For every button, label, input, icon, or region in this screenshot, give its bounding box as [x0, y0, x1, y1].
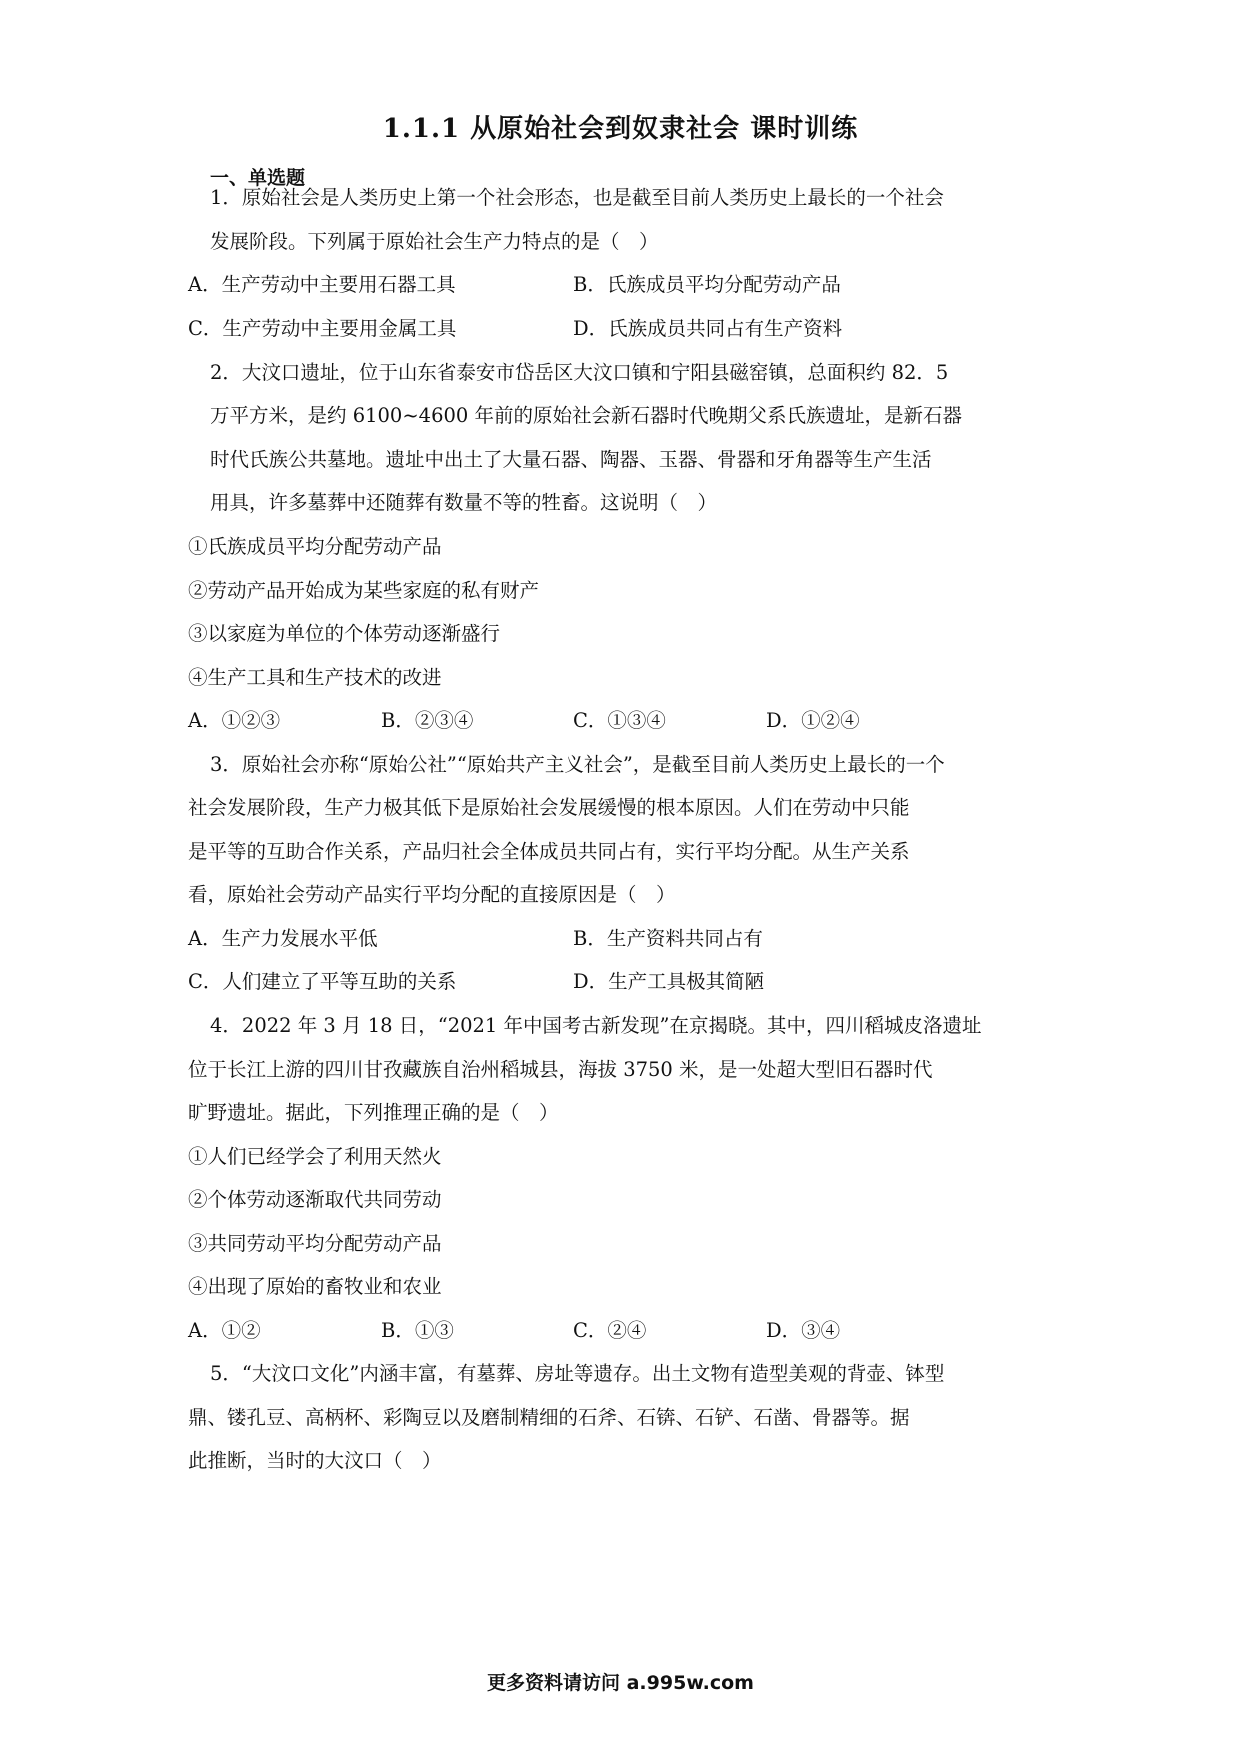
q4-item-3: ③共同劳动平均分配劳动产品 [188, 1232, 442, 1255]
q3-option-c: C．人们建立了平等互助的关系 [188, 970, 457, 993]
q3-option-b: B．生产资料共同占有 [573, 927, 763, 950]
q5-line-2: 鼎、镂孔豆、高柄杯、彩陶豆以及磨制精细的石斧、石锛、石铲、石凿、骨器等。据 [188, 1406, 910, 1429]
q4-item-2: ②个体劳动逐渐取代共同劳动 [188, 1188, 442, 1211]
q3-option-d: D．生产工具极其简陋 [573, 970, 765, 993]
q4-option-b: B．①③ [381, 1319, 454, 1342]
q4-item-1: ①人们已经学会了利用天然火 [188, 1145, 442, 1168]
q3-line-2: 社会发展阶段，生产力极其低下是原始社会发展缓慢的根本原因。人们在劳动中只能 [188, 796, 910, 819]
q2-item-2: ②劳动产品开始成为某些家庭的私有财产 [188, 579, 540, 602]
q4-option-d: D．③④ [766, 1319, 841, 1342]
q3-option-a: A．生产力发展水平低 [188, 927, 378, 950]
q3-line-3: 是平等的互助合作关系，产品归社会全体成员共同占有，实行平均分配。从生产关系 [188, 840, 910, 863]
q2-option-a: A．①②③ [188, 709, 281, 732]
q1-option-d: D．氏族成员共同占有生产资料 [573, 317, 843, 340]
q2-item-3: ③以家庭为单位的个体劳动逐渐盛行 [188, 622, 501, 645]
q1-option-a: A．生产劳动中主要用石器工具 [188, 273, 456, 296]
q5-line-1: 5．“大汶口文化”内涵丰富，有墓葬、房址等遗存。出土文物有造型美观的背壶、钵型 [210, 1362, 945, 1385]
q2-option-d: D．①②④ [766, 709, 860, 732]
footer-link[interactable]: 更多资料请访问 a.995w.com [487, 1672, 754, 1694]
q1-option-b: B．氏族成员平均分配劳动产品 [573, 273, 841, 296]
q1-line-1: 1．原始社会是人类历史上第一个社会形态，也是截至目前人类历史上最长的一个社会 [210, 186, 944, 209]
q4-option-c: C．②④ [573, 1319, 647, 1342]
q4-line-3: 旷野遗址。据此，下列推理正确的是（ ） [188, 1101, 559, 1124]
q1-line-2: 发展阶段。下列属于原始社会生产力特点的是（ ） [210, 230, 659, 253]
q4-item-4: ④出现了原始的畜牧业和农业 [188, 1275, 442, 1298]
q2-item-4: ④生产工具和生产技术的改进 [188, 666, 442, 689]
q4-line-2: 位于长江上游的四川甘孜藏族自治州稻城县，海拔 3750 米，是一处超大型旧石器时代 [188, 1058, 933, 1081]
q2-item-1: ①氏族成员平均分配劳动产品 [188, 535, 442, 558]
q2-line-2: 万平方米，是约 6100~4600 年前的原始社会新石器时代晚期父系氏族遗址，是新石器 [210, 404, 962, 427]
q2-line-1: 2．大汶口遗址，位于山东省泰安市岱岳区大汶口镇和宁阳县磁窑镇，总面积约 82．5 [210, 361, 949, 384]
q4-line-1: 4．2022 年 3 月 18 日，“2021 年中国考古新发现”在京揭晓。其中，四川稻城皮洛遗址 [210, 1014, 982, 1037]
section-heading: 一、单选题 [210, 167, 306, 189]
q3-line-4: 看，原始社会劳动产品实行平均分配的直接原因是（ ） [188, 883, 676, 906]
q5-line-3: 此推断，当时的大汶口（ ） [188, 1449, 442, 1472]
page-title: 1.1.1 从原始社会到奴隶社会 课时训练 [382, 114, 859, 144]
q2-line-3: 时代氏族公共墓地。遗址中出土了大量石器、陶器、玉器、骨器和牙角器等生产生活 [210, 448, 932, 471]
q3-line-1: 3．原始社会亦称“原始公社”“原始共产主义社会”，是截至目前人类历史上最长的一个 [210, 753, 945, 776]
q2-option-c: C．①③④ [573, 709, 666, 732]
q2-line-4: 用具，许多墓葬中还随葬有数量不等的牲畜。这说明（ ） [210, 491, 718, 514]
q1-option-c: C．生产劳动中主要用金属工具 [188, 317, 457, 340]
q4-option-a: A．①② [188, 1319, 261, 1342]
q2-option-b: B．②③④ [381, 709, 474, 732]
